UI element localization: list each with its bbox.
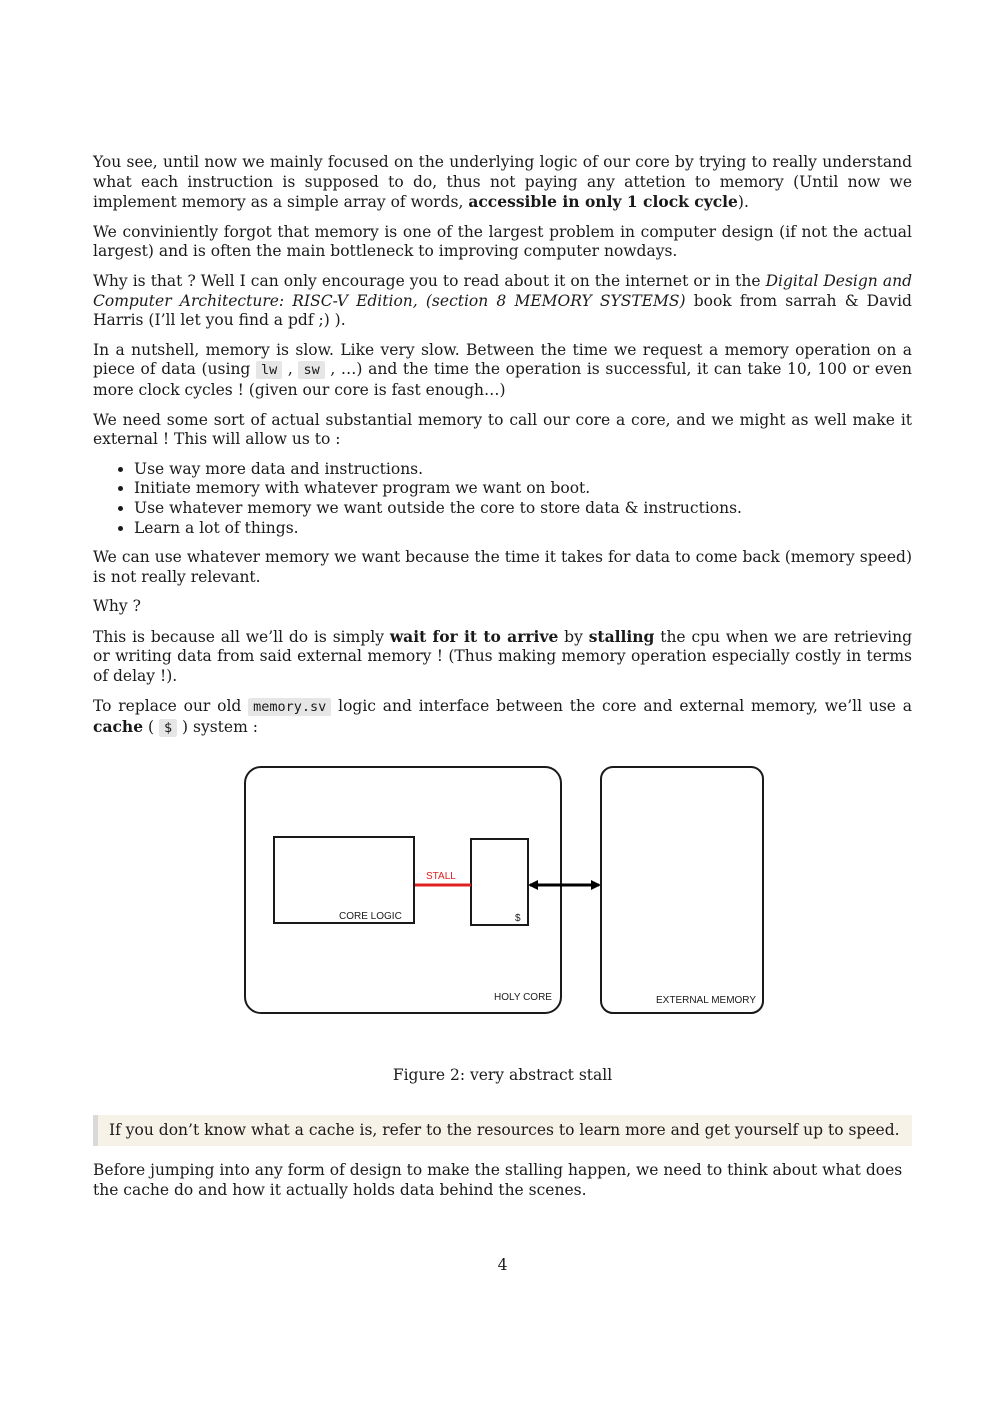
text: ,: [282, 360, 299, 379]
bold-text: accessible in only 1 clock cycle: [468, 192, 738, 212]
text: This is because all we’ll do is simply: [93, 627, 390, 646]
text: logic and interface between the core and external memory, we’ll use a: [331, 696, 912, 715]
text: ) system :: [177, 718, 258, 737]
text: (: [143, 718, 159, 737]
text: In a nutshell, memory is slow. Like very slow. Between the time we request a memory operation on a piece of data (using: [93, 340, 912, 379]
paragraph-external-memory: We need some sort of actual substantial memory to call our core a core, and we might as well make it external ! This will allow us to :: [93, 410, 912, 449]
paragraph-closing: Before jumping into any form of design to make the stalling happen, we need to think about what does the cache do and how it actually holds data behind the scenes.: [93, 1161, 903, 1199]
stall-diagram: [240, 762, 770, 1022]
external-memory-box: [601, 767, 763, 1013]
inline-code: memory.sv: [248, 698, 331, 716]
paragraph-memory-problem: We conviniently forgot that memory is one of the largest problem in computer design (if not the actual largest) and is often the main bottleneck to improving computer nowdays.: [93, 222, 912, 261]
stall-label: STALL: [426, 871, 456, 882]
text: Why is that ? Well I can only encourage you to read about it on the internet or in the: [93, 271, 766, 290]
text: by: [558, 627, 589, 646]
text: book from sarrah & David Harris (I’ll let you find a pdf ;) ).: [93, 291, 912, 330]
text: To replace our old: [93, 696, 249, 715]
diagram-svg: [240, 762, 770, 1022]
holy-core-box: [245, 767, 561, 1013]
bold-text: wait for it to arrive: [389, 626, 559, 646]
paragraph-stalling: [93, 627, 912, 687]
callout-note: If you don’t know what a cache is, refer to the resources to learn more and get yourself up to speed.: [93, 1115, 912, 1146]
text: , …) and the time the operation is successful, it can take 10, 100 or even more clock cycles ! (given our core is fast enough…): [93, 360, 913, 399]
core-logic-label: CORE LOGIC: [339, 911, 402, 922]
bullet-list: [93, 460, 912, 538]
document-body: [93, 153, 912, 749]
book-title: Digital Design and Computer Architecture: RISC-V Edition, (section 8 MEMORY SYSTEMS): [93, 271, 912, 310]
paragraph-nutshell: [93, 341, 912, 401]
bold-text: stalling: [588, 626, 655, 646]
external-memory-label: EXTERNAL MEMORY: [656, 995, 757, 1006]
holy-core-label: HOLY CORE: [494, 992, 552, 1003]
bold-text: cache: [93, 717, 144, 737]
list-item: • Initiate memory with whatever program we want on boot.: [134, 479, 912, 499]
paragraph-why-question: Why ?: [93, 597, 141, 616]
paragraph-why: [93, 272, 912, 331]
paragraph-cache-intro: [93, 697, 912, 739]
figure-caption: Figure 2: very abstract stall: [392, 1066, 613, 1084]
text: You see, until now we mainly focused on the underlying logic of our core by trying to really understand what each instruction is supposed to do, thus not paying any attetion to memory (Until now we implement memory as a simple array of words,: [93, 153, 912, 212]
paragraph-memory-speed: We can use whatever memory we want because the time it takes for data to come back (memory speed) is not really relevant.: [93, 548, 912, 586]
inline-code: $: [159, 719, 177, 737]
cache-label: $: [515, 913, 521, 924]
page-number: 4: [497, 1256, 508, 1274]
inline-code: sw: [298, 361, 324, 379]
list-item: • Learn a lot of things.: [134, 519, 912, 539]
list-item: • Use way more data and instructions.: [134, 460, 912, 480]
text: ).: [737, 193, 749, 212]
text: the cpu when we are retrieving or writing data from said external memory ! (Thus making memory operation especially costly in terms of delay !).: [93, 627, 913, 686]
inline-code: lw: [256, 361, 282, 379]
paragraph-intro: [93, 153, 912, 213]
list-item: • Use whatever memory we want outside the core to store data & instructions.: [134, 499, 912, 519]
